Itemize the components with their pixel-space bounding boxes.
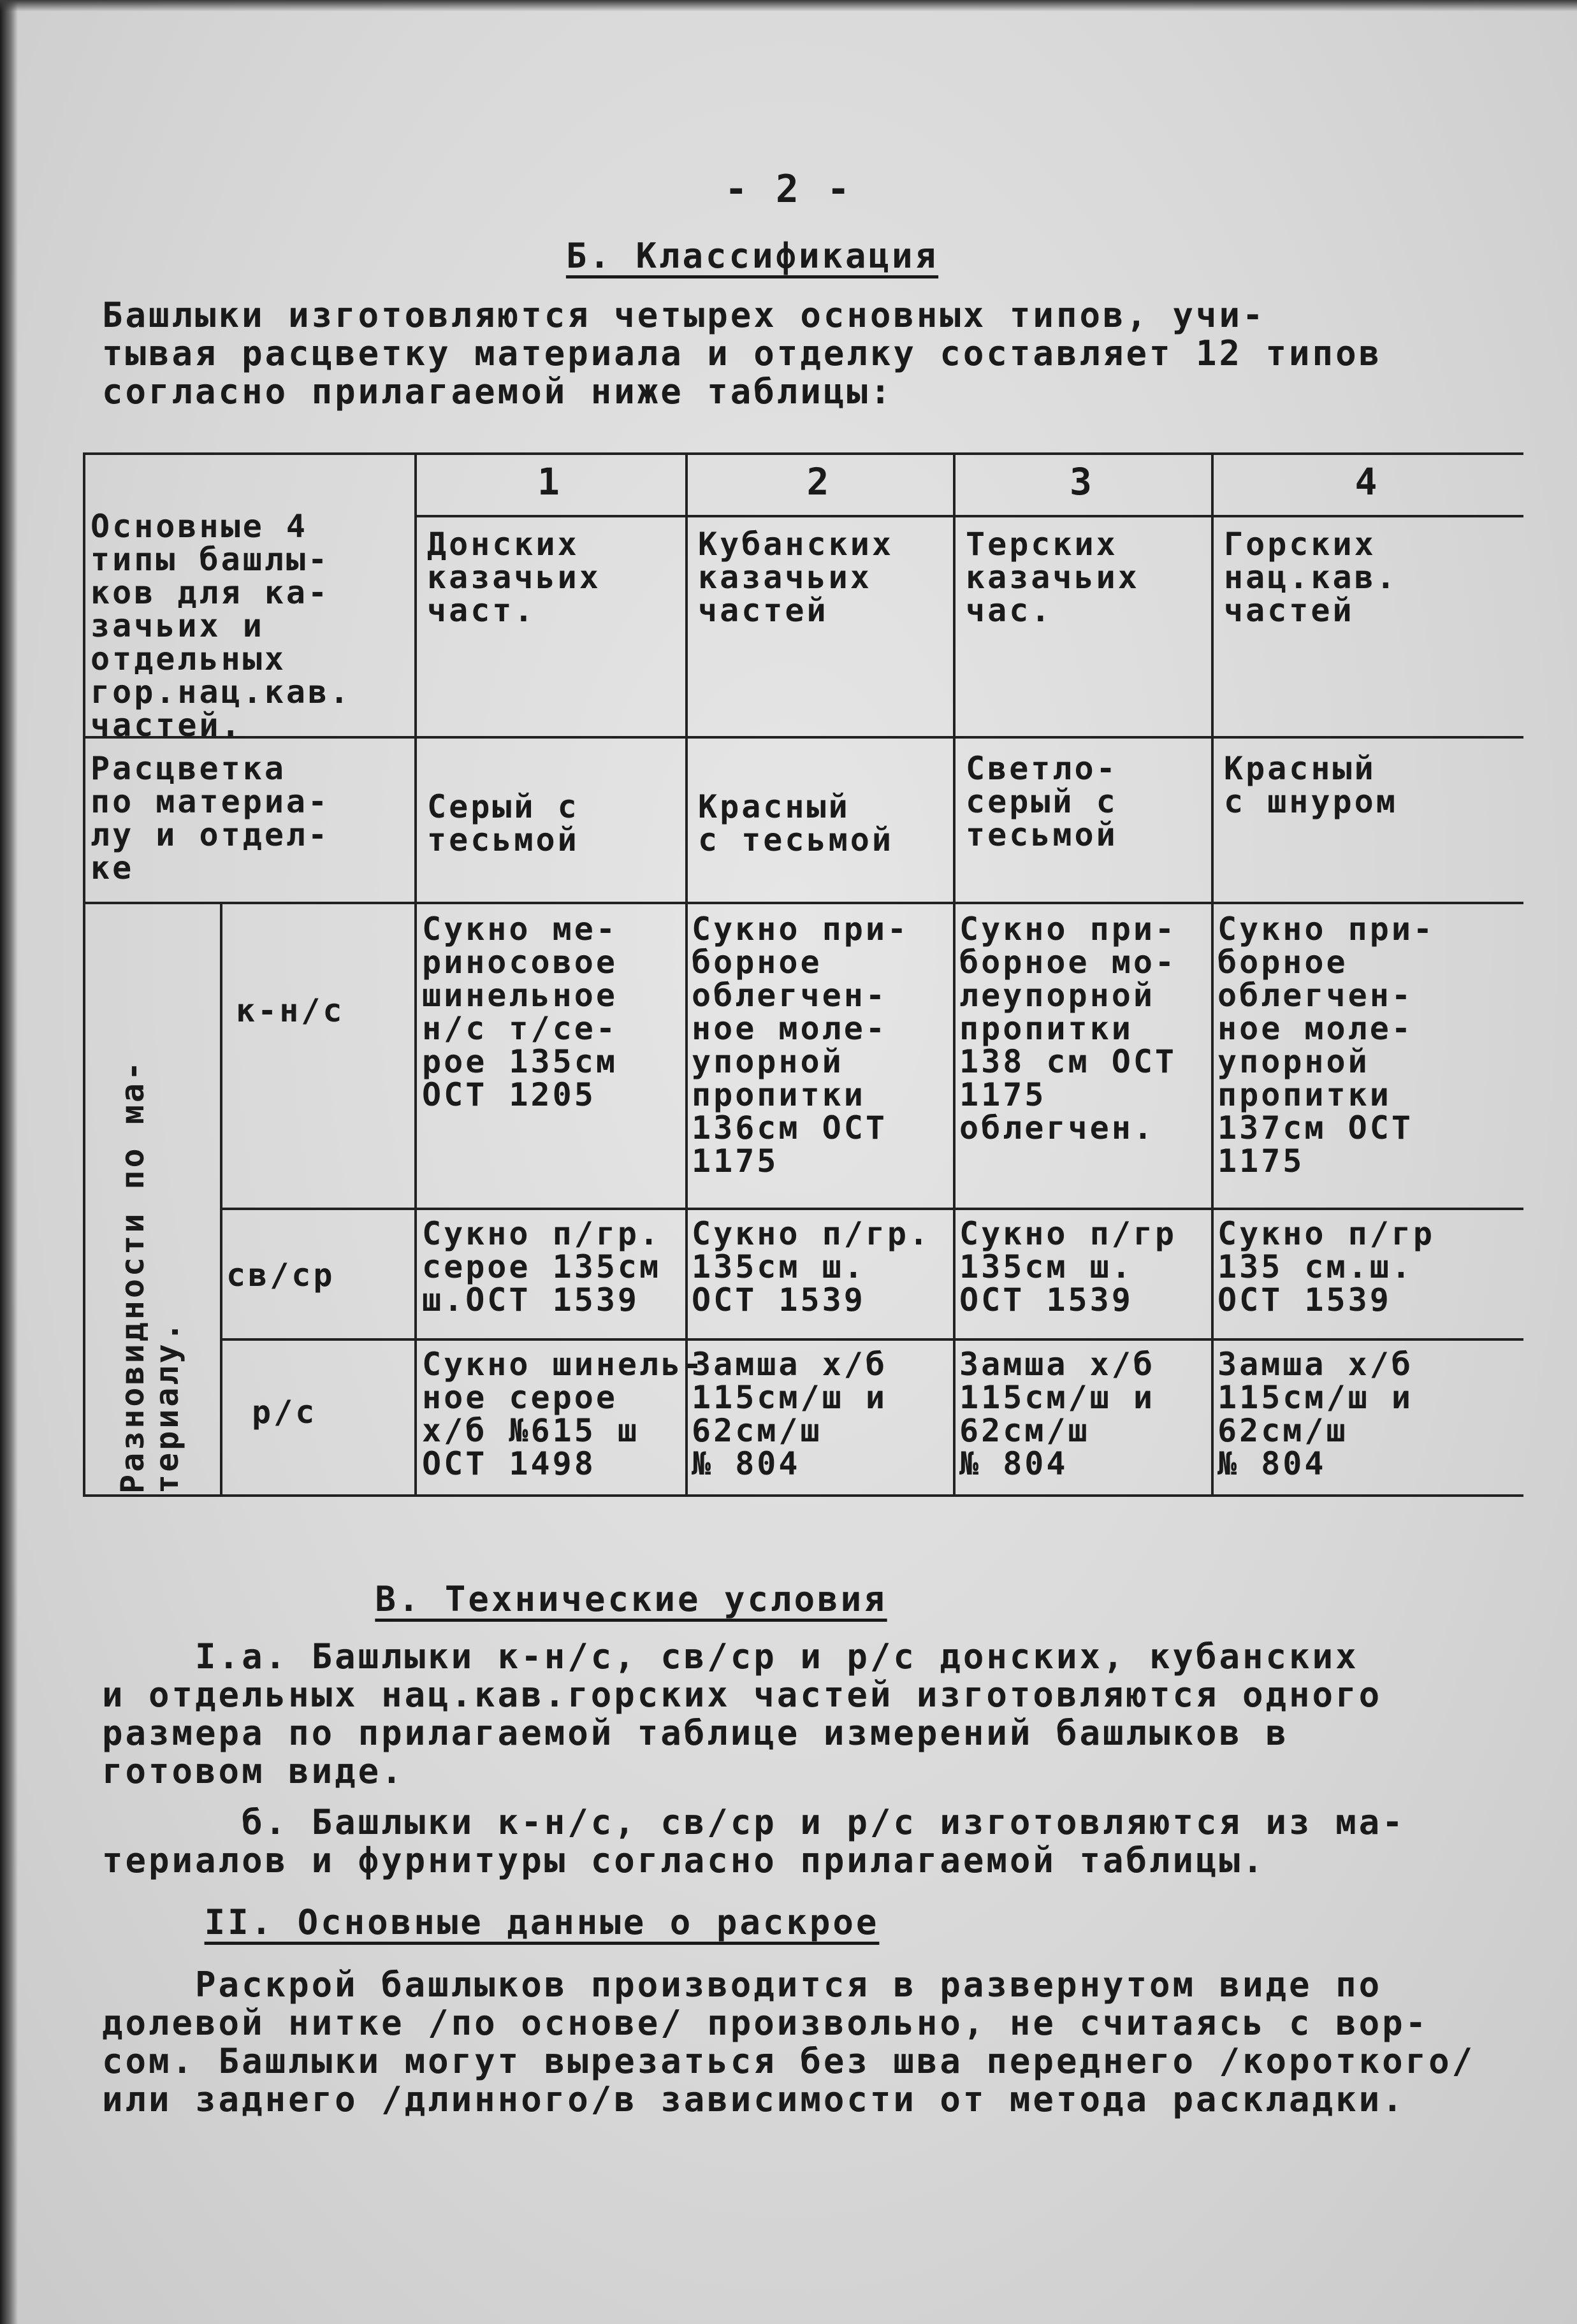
cell-svsr-don: Сукно п/гр. серое 135см ш.ОСТ 1539 (422, 1215, 662, 1318)
section-ii-heading: II. Основные данные о раскрое (204, 1902, 880, 1942)
color-kuban: Красный с тесьмой (698, 788, 894, 858)
cell-rs-don: Сукно шинель- ное серое х/б №615 ш ОСТ 1498 (422, 1346, 705, 1482)
cell-svsr-kuban: Сукно п/гр. 135см ш. ОСТ 1539 (692, 1215, 931, 1318)
section-ii-paragraph: Раскрой башлыков производится в развернутом виде по долевой нитке /по основе/ произвольно, не считаясь с вор- сом. Башлыки могут вырезаться без шва переднего /короткого/ или заднего /длинного/в зависимости от метода раскладки. (102, 1965, 1476, 2119)
cell-rs-terek: Замша х/б 115см/ш и 62см/ш № 804 (959, 1346, 1155, 1482)
table-variety-label: Разновидности по ма- териалу. (114, 1058, 185, 1494)
cell-kn-terek: Сукно при- борное мо- леупорной пропитки 138 см ОСТ 1175 облегчен. (959, 911, 1177, 1146)
row-label-svsr: св/ср (226, 1257, 335, 1294)
cell-rs-gorsk: Замша х/б 115см/ш и 62см/ш № 804 (1217, 1346, 1413, 1482)
cell-kn-gorsk: Сукно при- борное облегчен- ное моле- упорной пропитки 137см ОСТ 1175 (1217, 911, 1435, 1180)
page-number: - 2 - (724, 167, 853, 212)
cell-svsr-gorsk: Сукно п/гр 135 см.ш. ОСТ 1539 (1217, 1215, 1435, 1318)
type-terek: Терских казачьих час. (966, 526, 1140, 629)
classification-table (83, 446, 1523, 1504)
col-number-2: 2 (806, 460, 832, 503)
section-v-heading: В. Технические условия (375, 1579, 887, 1619)
cell-rs-kuban: Замша х/б 115см/ш и 62см/ш № 804 (692, 1346, 887, 1482)
color-gorsk: Красный с шнуром (1224, 750, 1398, 820)
section-v-paragraph-1: I.а. Башлыки к-н/с, св/ср и р/с донских, кубанских и отдельных нац.кав.горских частей изготовляются одного размера по прилагаемой таблице измерений башлыков в готовом виде. (102, 1636, 1383, 1791)
col-number-1: 1 (537, 460, 562, 503)
table-color-label: Расцветка по материа- лу и отдел- ке (91, 750, 330, 886)
section-b-heading: Б. Классификация (565, 236, 939, 276)
section-v-paragraph-2: б. Башлыки к-н/с, св/ср и р/с изготовляются из ма- териалов и фурнитуры согласно прилагаемой таблицы. (102, 1802, 1406, 1880)
scan-edge-shadow (0, 0, 18, 2324)
scan-top-shadow (0, 0, 1577, 11)
type-kuban: Кубанских казачьих частей (698, 526, 894, 629)
section-b-intro: Башлыки изготовляются четырех основных типов, учи- тывая расцветку материала и отделку составляет 12 типов согласно прилагаемой ниже таблицы: (102, 295, 1383, 412)
type-don: Донских казачьих част. (427, 526, 601, 629)
color-terek: Светло- серый с тесьмой (966, 750, 1118, 853)
table-header-types-label: Основные 4 типы башлы- ков для ка- зачьих и отдельных гор.нац.кав. частей. (91, 508, 352, 744)
row-label-rs: р/с (252, 1394, 317, 1431)
cell-kn-don: Сукно ме- риносовое шинельное н/с т/се- рое 135см ОСТ 1205 (422, 911, 618, 1113)
cell-kn-kuban: Сукно при- борное облегчен- ное моле- упорной пропитки 136см ОСТ 1175 (692, 911, 910, 1180)
col-number-3: 3 (1070, 460, 1094, 503)
col-number-4: 4 (1355, 460, 1380, 503)
type-gorsk: Горских нац.кав. частей (1224, 526, 1398, 629)
cell-svsr-terek: Сукно п/гр 135см ш. ОСТ 1539 (959, 1215, 1177, 1318)
row-label-kn: к-н/с (236, 992, 345, 1029)
color-don: Серый с тесьмой (427, 788, 579, 858)
